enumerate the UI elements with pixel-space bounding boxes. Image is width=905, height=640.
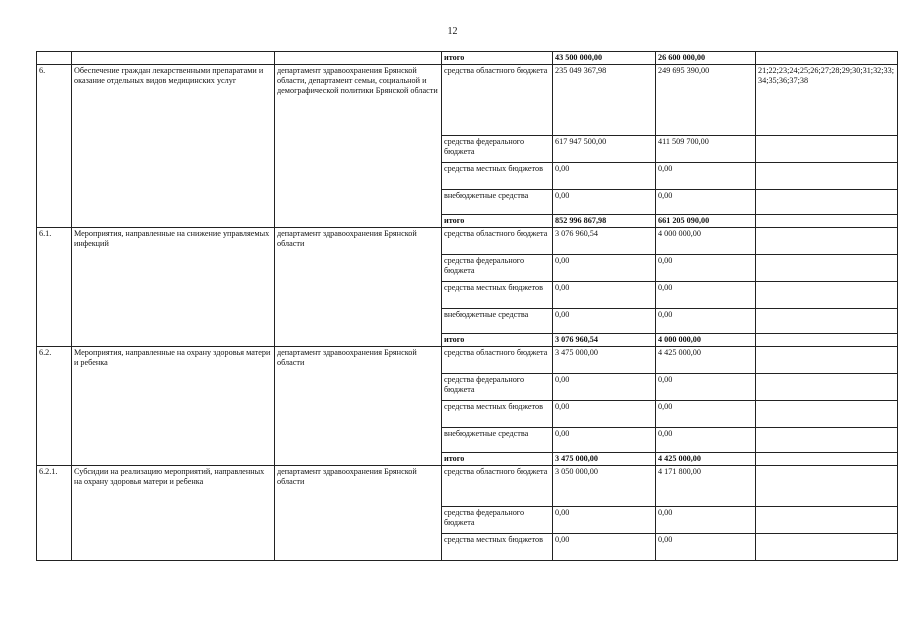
table-row xyxy=(37,228,898,255)
indicator-ref-cell xyxy=(756,282,898,309)
amount-year1-cell: 617 947 500,00 xyxy=(553,136,656,163)
amount-year1-cell: 3 076 960,54 xyxy=(553,228,656,255)
table-row xyxy=(37,347,898,374)
activity-name-cell: Мероприятия, направленные на охрану здоровья матери и ребенка xyxy=(72,347,275,466)
activity-name-cell: Мероприятия, направленные на снижение управляемых инфекций xyxy=(72,228,275,347)
row-number-cell: 6.2.1. xyxy=(37,466,72,561)
funding-source-cell: внебюджетные средства xyxy=(442,309,553,334)
amount-year1-cell: 0,00 xyxy=(553,255,656,282)
indicator-ref-cell xyxy=(756,334,898,347)
amount-year2-cell: 4 425 000,00 xyxy=(656,453,756,466)
table-row xyxy=(37,466,898,507)
amount-year2-cell: 249 695 390,00 xyxy=(656,65,756,136)
amount-year2-cell: 0,00 xyxy=(656,190,756,215)
indicator-ref-cell xyxy=(756,453,898,466)
amount-year1-cell: 0,00 xyxy=(553,401,656,428)
activity-name-cell: Субсидии на реализацию мероприятий, направленных на охрану здоровья матери и ребенка xyxy=(72,466,275,561)
amount-year1-cell: 3 050 000,00 xyxy=(553,466,656,507)
funding-source-cell: средства местных бюджетов xyxy=(442,163,553,190)
amount-year1-cell: 852 996 867,98 xyxy=(553,215,656,228)
funding-source-cell: средства областного бюджета xyxy=(442,347,553,374)
amount-year1-cell: 3 475 000,00 xyxy=(553,453,656,466)
row-number-cell: 6. xyxy=(37,65,72,228)
indicator-ref-cell xyxy=(756,428,898,453)
funding-source-cell: средства федерального бюджета xyxy=(442,507,553,534)
executor-cell: департамент здравоохранения Брянской области xyxy=(275,466,442,561)
funding-source-cell: внебюджетные средства xyxy=(442,428,553,453)
executor-cell: департамент здравоохранения Брянской области xyxy=(275,347,442,466)
indicator-ref-cell xyxy=(756,215,898,228)
indicator-ref-cell xyxy=(756,347,898,374)
row-number-cell: 6.1. xyxy=(37,228,72,347)
amount-year1-cell: 235 049 367,98 xyxy=(553,65,656,136)
budget-table xyxy=(36,51,898,561)
amount-year1-cell: 3 076 960,54 xyxy=(553,334,656,347)
indicator-ref-cell xyxy=(756,466,898,507)
amount-year2-cell: 4 171 800,00 xyxy=(656,466,756,507)
indicator-ref-cell xyxy=(756,190,898,215)
funding-source-cell: итого xyxy=(442,334,553,347)
funding-source-cell: внебюджетные средства xyxy=(442,190,553,215)
indicator-ref-cell xyxy=(756,534,898,561)
amount-year2-cell: 4 000 000,00 xyxy=(656,334,756,347)
row-number-cell xyxy=(37,52,72,65)
funding-source-cell: средства областного бюджета xyxy=(442,65,553,136)
amount-year2-cell: 4 425 000,00 xyxy=(656,347,756,374)
indicator-ref-cell xyxy=(756,374,898,401)
funding-source-cell: средства областного бюджета xyxy=(442,228,553,255)
indicator-ref-cell xyxy=(756,136,898,163)
amount-year2-cell: 411 509 700,00 xyxy=(656,136,756,163)
funding-source-cell: средства федерального бюджета xyxy=(442,255,553,282)
amount-year1-cell: 0,00 xyxy=(553,428,656,453)
indicator-ref-cell xyxy=(756,507,898,534)
amount-year2-cell: 0,00 xyxy=(656,163,756,190)
funding-source-cell: итого xyxy=(442,52,553,65)
funding-source-cell: средства местных бюджетов xyxy=(442,534,553,561)
amount-year1-cell: 0,00 xyxy=(553,374,656,401)
amount-year2-cell: 0,00 xyxy=(656,374,756,401)
table-row xyxy=(37,52,898,65)
executor-cell: департамент здравоохранения Брянской области xyxy=(275,228,442,347)
page-number: 12 xyxy=(447,26,458,37)
funding-source-cell: средства областного бюджета xyxy=(442,466,553,507)
indicator-ref-cell xyxy=(756,401,898,428)
funding-source-cell: итого xyxy=(442,215,553,228)
activity-name-cell: Обеспечение граждан лекарственными препаратами и оказание отдельных видов медицинских услуг xyxy=(72,65,275,228)
amount-year2-cell: 0,00 xyxy=(656,255,756,282)
indicator-ref-cell xyxy=(756,52,898,65)
amount-year2-cell: 0,00 xyxy=(656,282,756,309)
amount-year2-cell: 0,00 xyxy=(656,428,756,453)
amount-year1-cell: 0,00 xyxy=(553,190,656,215)
funding-source-cell: средства местных бюджетов xyxy=(442,282,553,309)
amount-year2-cell: 0,00 xyxy=(656,507,756,534)
indicator-ref-cell xyxy=(756,255,898,282)
amount-year1-cell: 0,00 xyxy=(553,309,656,334)
indicator-ref-cell xyxy=(756,163,898,190)
amount-year2-cell: 26 600 000,00 xyxy=(656,52,756,65)
amount-year2-cell: 4 000 000,00 xyxy=(656,228,756,255)
indicator-ref-cell xyxy=(756,228,898,255)
funding-source-cell: средства федерального бюджета xyxy=(442,136,553,163)
funding-source-cell: средства федерального бюджета xyxy=(442,374,553,401)
funding-source-cell: средства местных бюджетов xyxy=(442,401,553,428)
amount-year2-cell: 661 205 090,00 xyxy=(656,215,756,228)
amount-year1-cell: 3 475 000,00 xyxy=(553,347,656,374)
amount-year1-cell: 0,00 xyxy=(553,282,656,309)
amount-year2-cell: 0,00 xyxy=(656,309,756,334)
amount-year1-cell: 0,00 xyxy=(553,163,656,190)
amount-year1-cell: 0,00 xyxy=(553,507,656,534)
indicator-ref-cell xyxy=(756,309,898,334)
funding-source-cell: итого xyxy=(442,453,553,466)
table-row xyxy=(37,65,898,136)
amount-year1-cell: 43 500 000,00 xyxy=(553,52,656,65)
amount-year2-cell: 0,00 xyxy=(656,534,756,561)
activity-name-cell xyxy=(72,52,275,65)
row-number-cell: 6.2. xyxy=(37,347,72,466)
executor-cell xyxy=(275,52,442,65)
indicator-ref-cell: 21;22;23;24;25;26;27;28;29;30;31;32;33;34;35;36;37;38 xyxy=(756,65,898,136)
amount-year2-cell: 0,00 xyxy=(656,401,756,428)
amount-year1-cell: 0,00 xyxy=(553,534,656,561)
executor-cell: департамент здравоохранения Брянской области, департамент семьи, социальной и демографической политики Брянской области xyxy=(275,65,442,228)
